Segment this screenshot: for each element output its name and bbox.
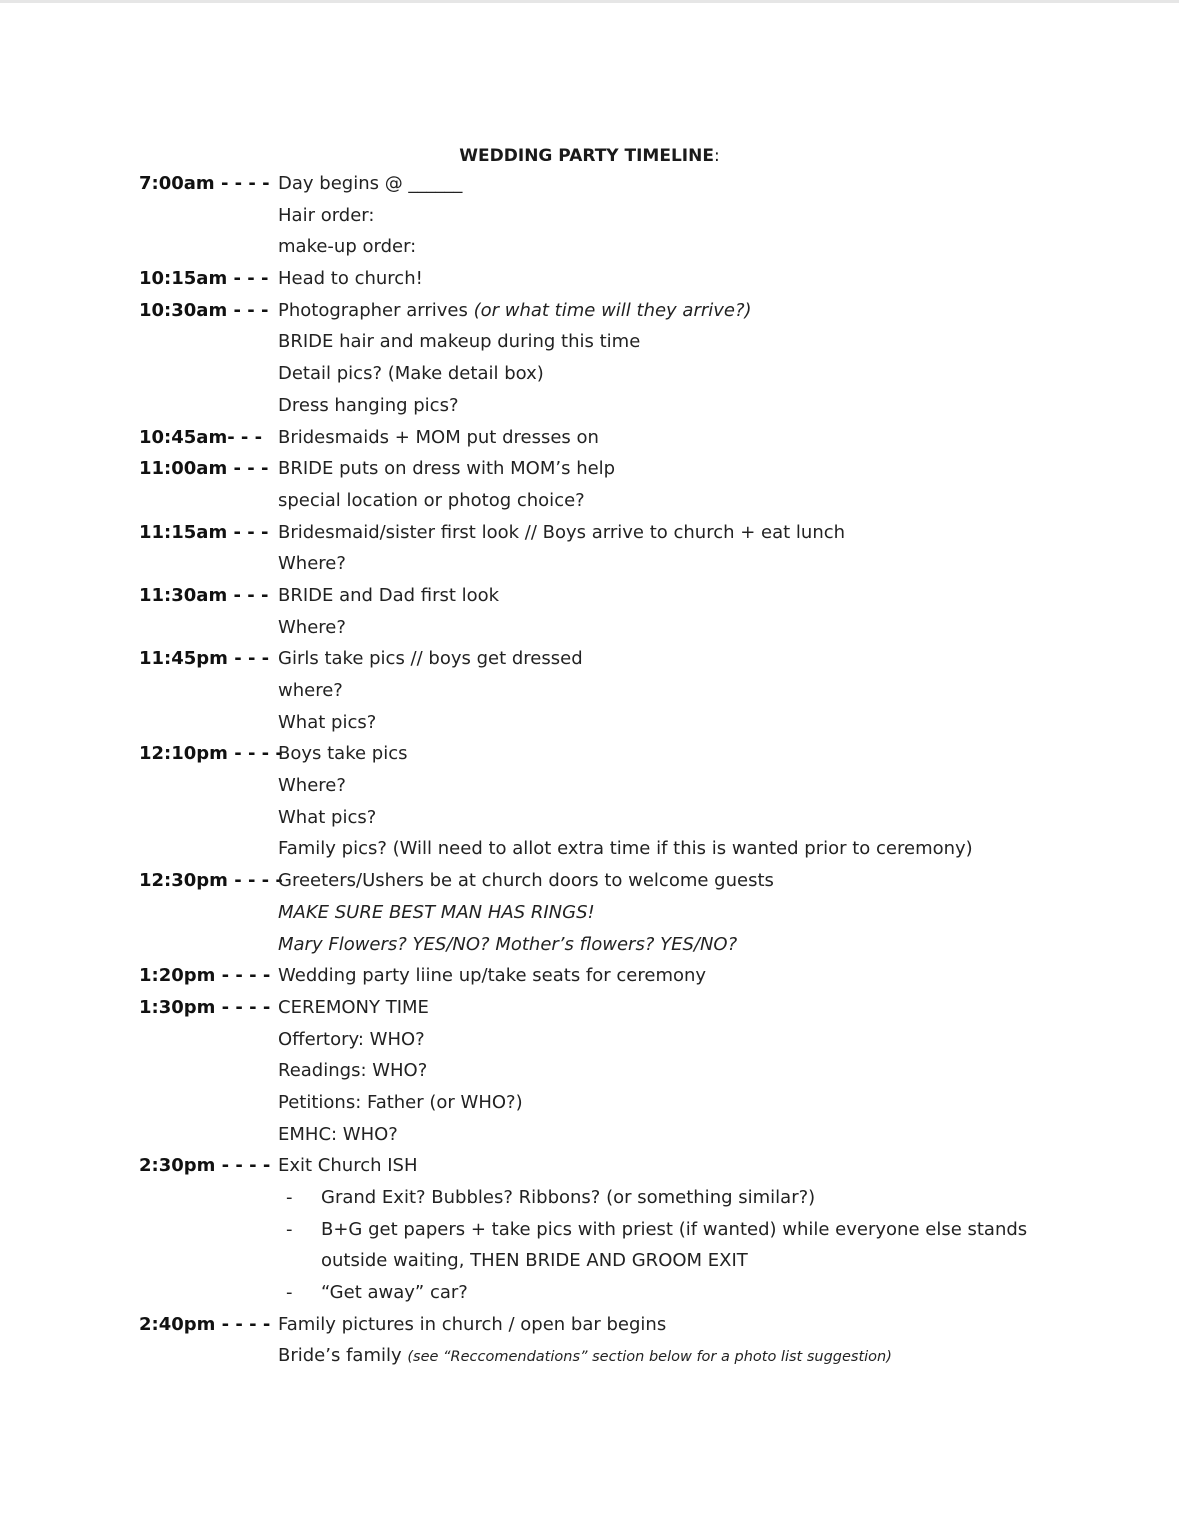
- timeline-row: [0, 299, 1179, 331]
- entry-text: BRIDE puts on dress with MOM’s help: [278, 458, 616, 480]
- entry-text: Detail pics? (Make detail box): [278, 363, 544, 385]
- timeline-text: [278, 901, 595, 925]
- timeline-row: [0, 1218, 1179, 1250]
- timeline-row: [0, 426, 1179, 458]
- timeline-row: [0, 711, 1179, 743]
- entry-text: Girls take pics // boys get dressed: [278, 648, 583, 670]
- entry-text: Greeters/Ushers be at church doors to welcome guests: [278, 870, 774, 892]
- page-top-edge: [0, 0, 1179, 3]
- timeline-row: [0, 616, 1179, 648]
- time-label: 11:00am - - -: [139, 458, 269, 480]
- timeline-text: [278, 1313, 666, 1337]
- time-label: 2:30pm - - - -: [139, 1155, 271, 1177]
- timeline-text: [278, 299, 752, 323]
- timeline-row: [0, 1091, 1179, 1123]
- timeline-text: [321, 1281, 468, 1305]
- timeline-text: [321, 1249, 748, 1273]
- time-label: 10:15am - - -: [139, 268, 269, 290]
- timeline-text: [278, 1154, 418, 1178]
- entry-text: Day begins @ ______: [278, 173, 463, 194]
- timeline-text: [278, 837, 973, 861]
- entry-text: Offertory: WHO?: [278, 1028, 425, 1050]
- time-label: 1:20pm - - - -: [139, 965, 271, 987]
- timeline-row: [0, 1186, 1179, 1218]
- entry-text: Grand Exit? Bubbles? Ribbons? (or something similar?): [321, 1187, 816, 1208]
- time-label: 10:45am- - -: [139, 426, 263, 448]
- title-colon: :: [713, 146, 720, 166]
- timeline-text: [278, 457, 615, 481]
- timeline-text: [278, 521, 845, 545]
- timeline-row: [0, 964, 1179, 996]
- timeline-row: [0, 267, 1179, 299]
- timeline-text: [321, 1186, 815, 1210]
- time-label: 12:10pm - - - -: [139, 743, 283, 765]
- timeline-text: [278, 711, 376, 735]
- entry-text: Dress hanging pics?: [278, 394, 459, 416]
- timeline-text: [278, 774, 346, 798]
- timeline-row: [0, 552, 1179, 584]
- timeline-row: [0, 489, 1179, 521]
- entry-text: Where?: [278, 553, 346, 575]
- entry-text: Wedding party liine up/take seats for ceremony: [278, 965, 707, 987]
- timeline-row: [0, 1344, 1179, 1376]
- timeline-text: [278, 267, 423, 291]
- time-label: 2:40pm - - - -: [139, 1313, 271, 1335]
- timeline-text: [278, 1028, 425, 1052]
- time-label: 11:45pm - - -: [139, 648, 270, 670]
- timeline-row: [0, 584, 1179, 616]
- bullet-dash: -: [286, 1282, 293, 1304]
- timeline-row: [0, 457, 1179, 489]
- entry-italic-note: MAKE SURE BEST MAN HAS RINGS!: [278, 901, 595, 923]
- bullet-dash: -: [286, 1187, 293, 1208]
- timeline-row: [0, 362, 1179, 394]
- timeline-text: [278, 204, 374, 228]
- entry-text: What pics?: [278, 711, 377, 733]
- timeline-row: [0, 774, 1179, 806]
- timeline-text: [278, 330, 640, 354]
- entry-text: B+G get papers + take pics with priest (if wanted) while everyone else stands: [321, 1218, 1028, 1240]
- entry-text: Bridesmaid/sister first look // Boys arrive to church + eat lunch: [278, 521, 846, 543]
- timeline-text: [278, 1123, 398, 1147]
- timeline-text: [278, 616, 346, 640]
- entry-text: Where?: [278, 775, 346, 797]
- entry-text: Hair order:: [278, 204, 375, 226]
- entry-text: Bridesmaids + MOM put dresses on: [278, 426, 599, 448]
- entry-text: “Get away” car?: [321, 1282, 468, 1304]
- timeline-row: [0, 1249, 1179, 1281]
- timeline-text: [278, 996, 429, 1020]
- entry-text: outside waiting, THEN BRIDE AND GROOM EXIT: [321, 1250, 748, 1272]
- entry-text: Where?: [278, 616, 346, 638]
- entry-text: special location or photog choice?: [278, 489, 585, 511]
- entry-text: Readings: WHO?: [278, 1060, 428, 1082]
- entry-text: BRIDE and Dad first look: [278, 584, 500, 606]
- timeline-row: [0, 394, 1179, 426]
- entry-text: CEREMONY TIME: [278, 996, 429, 1018]
- entry-text: Boys take pics: [278, 743, 408, 765]
- timeline-row: [0, 647, 1179, 679]
- time-label: 1:30pm - - - -: [139, 996, 271, 1018]
- timeline-row: [0, 742, 1179, 774]
- timeline-text: [278, 235, 416, 259]
- entry-text: Exit Church ISH: [278, 1155, 418, 1177]
- timeline-row: [0, 1313, 1179, 1345]
- timeline-text: [278, 1091, 523, 1115]
- timeline-row: [0, 1028, 1179, 1060]
- timeline-row: [0, 235, 1179, 267]
- entry-text: What pics?: [278, 806, 377, 828]
- bullet-dash: -: [286, 1218, 293, 1240]
- timeline-text: [278, 869, 774, 893]
- timeline-text: [278, 964, 706, 988]
- time-label: 12:30pm - - - -: [139, 870, 283, 892]
- timeline-row: [0, 996, 1179, 1028]
- time-label: 11:30am - - -: [139, 584, 269, 606]
- timeline-text: [278, 933, 737, 957]
- entry-italic-note: Mary Flowers? YES/NO? Mother’s flowers? YES/NO?: [278, 933, 738, 955]
- entry-text: make-up order:: [278, 236, 417, 258]
- timeline-text: [278, 647, 583, 671]
- timeline-text: [278, 584, 499, 608]
- entry-text: Head to church!: [278, 268, 423, 290]
- entry-text: Family pictures in church / open bar begins: [278, 1313, 667, 1335]
- timeline-text: [278, 394, 459, 418]
- entry-text: Family pics? (Will need to allot extra time if this is wanted prior to ceremony): [278, 838, 973, 860]
- page-title: [0, 144, 1179, 168]
- timeline-list: [0, 172, 1179, 1376]
- timeline-text: [321, 1218, 1027, 1242]
- timeline-text: [278, 806, 376, 830]
- entry-text: EMHC: WHO?: [278, 1123, 398, 1145]
- timeline-text: [278, 489, 585, 513]
- entry-small-note: (see “Reccomendations” section below for a photo list suggestion): [407, 1349, 892, 1366]
- timeline-text: [278, 679, 343, 703]
- timeline-text: [278, 426, 599, 450]
- timeline-row: [0, 1154, 1179, 1186]
- entry-text: Photographer arrives: [278, 299, 474, 321]
- timeline-row: [0, 172, 1179, 204]
- time-label: 7:00am - - - -: [139, 173, 270, 194]
- timeline-row: [0, 901, 1179, 933]
- entry-text: Bride’s family: [278, 1345, 408, 1367]
- timeline-row: [0, 679, 1179, 711]
- timeline-text: [278, 172, 462, 196]
- timeline-text: [278, 552, 346, 576]
- timeline-row: [0, 330, 1179, 362]
- title-text: WEDDING PARTY TIMELINE: [459, 146, 714, 166]
- entry-text: BRIDE hair and makeup during this time: [278, 331, 641, 353]
- timeline-row: [0, 1281, 1179, 1313]
- timeline-text: [278, 1059, 427, 1083]
- time-label: 11:15am - - -: [139, 521, 269, 543]
- timeline-row: [0, 521, 1179, 553]
- timeline-text: [278, 742, 407, 766]
- timeline-row: [0, 837, 1179, 869]
- timeline-row: [0, 1059, 1179, 1091]
- timeline-row: [0, 806, 1179, 838]
- timeline-row: [0, 204, 1179, 236]
- timeline-row: [0, 869, 1179, 901]
- timeline-row: [0, 933, 1179, 965]
- timeline-row: [0, 1123, 1179, 1155]
- timeline-text: [278, 1344, 892, 1369]
- entry-text: Petitions: Father (or WHO?): [278, 1091, 523, 1113]
- entry-text: where?: [278, 680, 343, 701]
- time-label: 10:30am - - -: [139, 299, 269, 321]
- entry-italic-note: (or what time will they arrive?): [473, 299, 752, 321]
- timeline-text: [278, 362, 544, 386]
